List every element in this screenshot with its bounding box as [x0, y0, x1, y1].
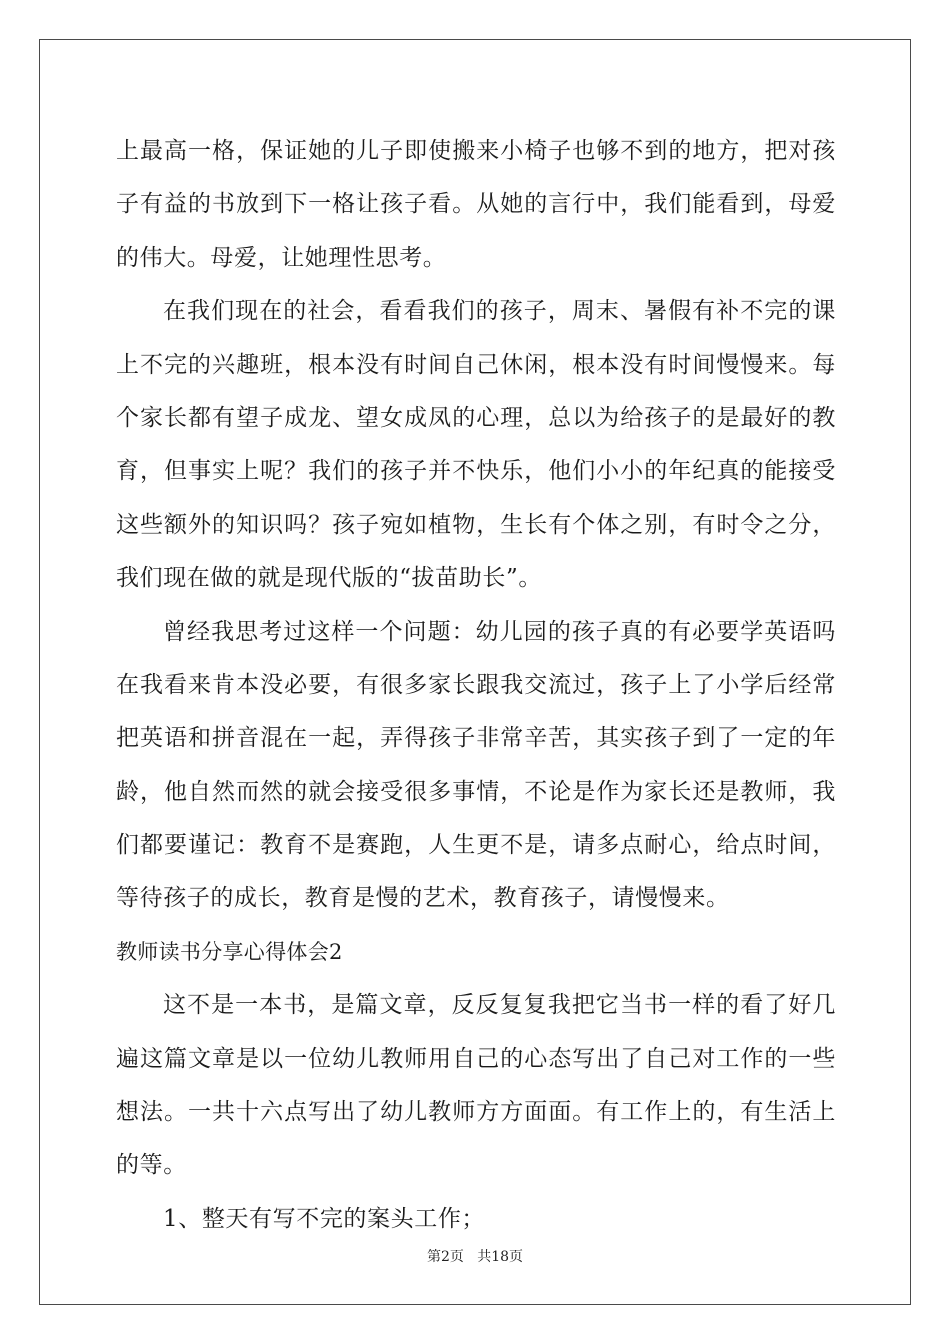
text-line: 这些额外的知识吗？孩子宛如植物，生长有个体之别，有时令之分，	[116, 511, 836, 538]
text-line: 在我看来肯本没必要，有很多家长跟我交流过，孩子上了小学后经常	[116, 671, 836, 698]
text-line: 育，但事实上呢？我们的孩子并不快乐，他们小小的年纪真的能接受	[116, 458, 836, 485]
paragraph-start-line: 曾经我思考过这样一个问题：幼儿园的孩子真的有必要学英语吗	[163, 618, 836, 645]
text-line: 我们现在做的就是现代版的“拔苗助长”。	[116, 565, 542, 592]
text-line: 的伟大。母爱，让她理性思考。	[116, 244, 447, 271]
text-line: 上不完的兴趣班，根本没有时间自己休闲，根本没有时间慢慢来。每	[116, 351, 836, 378]
text-line: 子有益的书放到下一格让孩子看。从她的言行中，我们能看到，母爱	[116, 191, 836, 218]
document-body	[116, 125, 836, 1246]
text-line: 把英语和拼音混在一起，弄得孩子非常辛苦，其实孩子到了一定的年	[116, 725, 836, 752]
list-item: 1、整天有写不完的案头工作；	[163, 1205, 486, 1232]
text-line: 们都要谨记：教育不是赛跑，人生更不是，请多点耐心，给点时间，	[116, 832, 836, 859]
text-line: 龄，他自然而然的就会接受很多事情，不论是作为家长还是教师，我	[116, 778, 836, 805]
text-line: 个家长都有望子成龙、望女成凤的心理，总以为给孩子的是最好的教	[116, 404, 836, 431]
text-line: 想法。一共十六点写出了幼儿教师方方面面。有工作上的，有生活上	[116, 1099, 836, 1126]
text-line: 上最高一格，保证她的儿子即使搬来小椅子也够不到的地方，把对孩	[116, 138, 836, 164]
paragraph-start-line: 在我们现在的社会，看看我们的孩子，周末、暑假有补不完的课	[163, 298, 836, 325]
paragraph-start-line: 这不是一本书，是篇文章，反反复复我把它当书一样的看了好几	[163, 992, 836, 1019]
section-heading: 教师读书分享心得体会2	[116, 939, 343, 964]
text-line: 等待孩子的成长，教育是慢的艺术，教育孩子，请慢慢来。	[116, 885, 730, 912]
text-line: 的等。	[116, 1152, 187, 1179]
text-line: 遍这篇文章是以一位幼儿教师用自己的心态写出了自己对工作的一些	[116, 1045, 836, 1072]
page-number-footer: 第2页 共18页	[426, 1249, 524, 1265]
